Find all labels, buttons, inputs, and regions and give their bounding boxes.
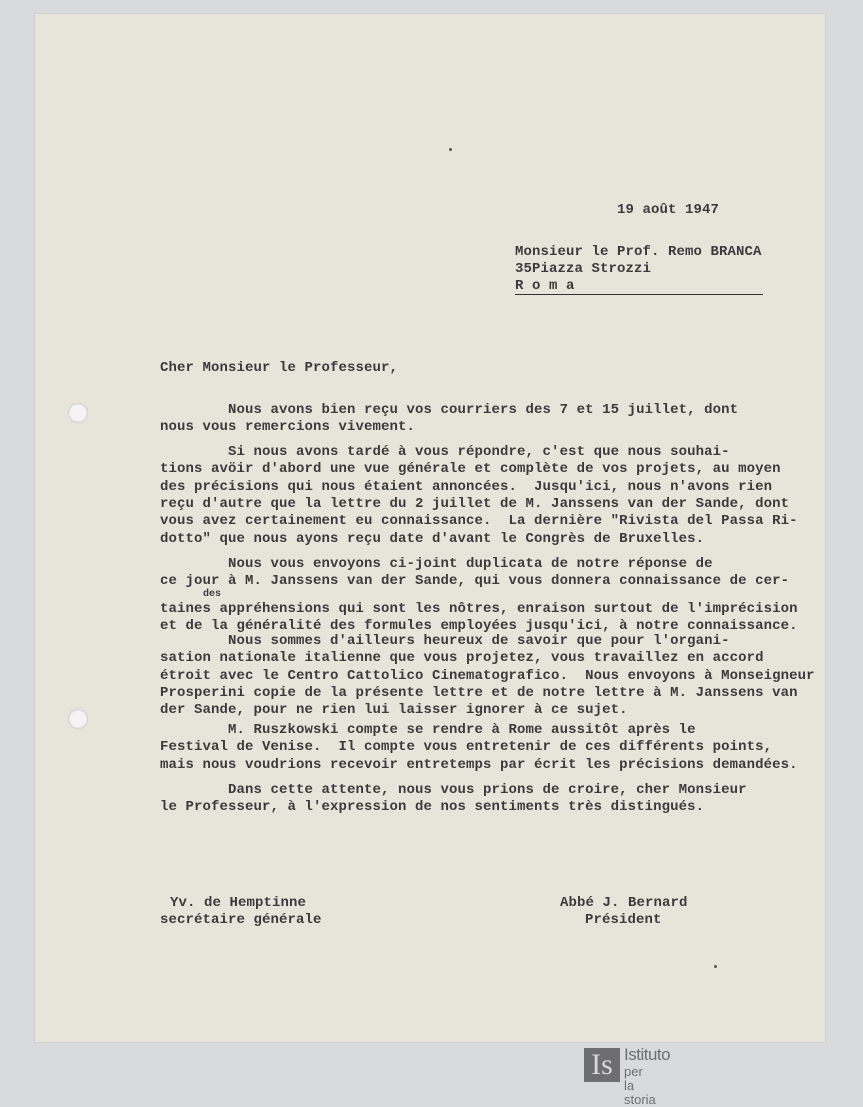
body-line: Prosperini copie de la présente lettre et de notre lettre à M. Janssens van <box>160 684 798 701</box>
body-line: taines appréhensions qui sont les nôtres, enraison surtout de l'imprécision <box>160 600 798 617</box>
body-line: reçu d'autre que la lettre du 2 juillet de M. Janssens van der Sande, dont <box>160 495 790 512</box>
body-line: tions avöir d'abord une vue générale et complète de vos projets, au moyen <box>160 461 781 478</box>
punch-hole <box>68 709 88 729</box>
body-line: Nous avons bien reçu vos courriers des 7 et 15 juillet, dont <box>160 402 739 418</box>
logo-text: per la storia <box>624 1064 656 1107</box>
body-line: Nous vous envoyons ci-joint duplicata de notre réponse de <box>160 556 713 572</box>
body-line: M. Ruszkowski compte se rendre à Rome aussitôt après le <box>160 722 696 738</box>
address-underline <box>515 294 763 295</box>
recipient-line: Monsieur le Prof. Remo BRANCA <box>515 244 762 260</box>
interlinear-insert: des <box>203 589 222 600</box>
body-line: sation nationale italienne que vous projetez, vous travaillez en accord <box>160 650 764 667</box>
recipient-line: 35Piazza Strozzi <box>515 261 652 277</box>
signature-right-name: Abbé J. Bernard <box>560 895 688 911</box>
letter-date: 19 août 1947 <box>617 202 720 218</box>
body-line: Nous sommes d'ailleurs heureux de savoir que pour l'organi- <box>160 633 730 649</box>
body-line: dotto" que nous ayons reçu date d'avant le Congrès de Bruxelles. <box>160 530 705 547</box>
punch-hole <box>68 403 88 423</box>
body-line: et de la généralité des formules employées jusqu'ici, à notre connaissance. <box>160 617 798 634</box>
body-line: Festival de Venise. Il compte vous entretenir de ces différents points, <box>160 739 773 756</box>
body-line: le Professeur, à l'expression de nos sentiments très distingués. <box>160 799 705 816</box>
logo-initials: Is <box>584 1048 620 1082</box>
body-line: der Sande, pour ne rien lui laisser ignorer à ce sujet. <box>160 702 628 719</box>
body-line: Si nous avons tardé à vous répondre, c'est que nous souhai- <box>160 444 730 460</box>
body-line: vous avez certainement eu connaissance. La dernière "Rivista del Passa Ri- <box>160 513 798 530</box>
recipient-line: R o m a <box>515 278 575 294</box>
body-line: étroit avec le Centro Cattolico Cinematografico. Nous envoyons à Monseigneur <box>160 667 815 684</box>
signature-right-title: Président <box>585 912 662 928</box>
signature-left-name: Yv. de Hemptinne <box>170 895 307 911</box>
signature-left-title: secrétaire générale <box>160 912 322 928</box>
logo-text: Istituto <box>624 1045 671 1064</box>
salutation: Cher Monsieur le Professeur, <box>160 360 399 376</box>
body-line: nous vous remercions vivement. <box>160 419 416 436</box>
paper-speck <box>714 965 717 968</box>
body-line: Dans cette attente, nous vous prions de croire, cher Monsieur <box>160 782 747 798</box>
body-line: mais nous voudrions recevoir entretemps par écrit les précisions demandées. <box>160 756 798 773</box>
paper-speck <box>449 148 452 151</box>
body-line: des précisions qui nous étaient annoncées. Jusqu'ici, nous n'avons rien <box>160 478 773 495</box>
body-line: ce jour à M. Janssens van der Sande, qui vous donnera connaissance de cer- <box>160 573 790 590</box>
